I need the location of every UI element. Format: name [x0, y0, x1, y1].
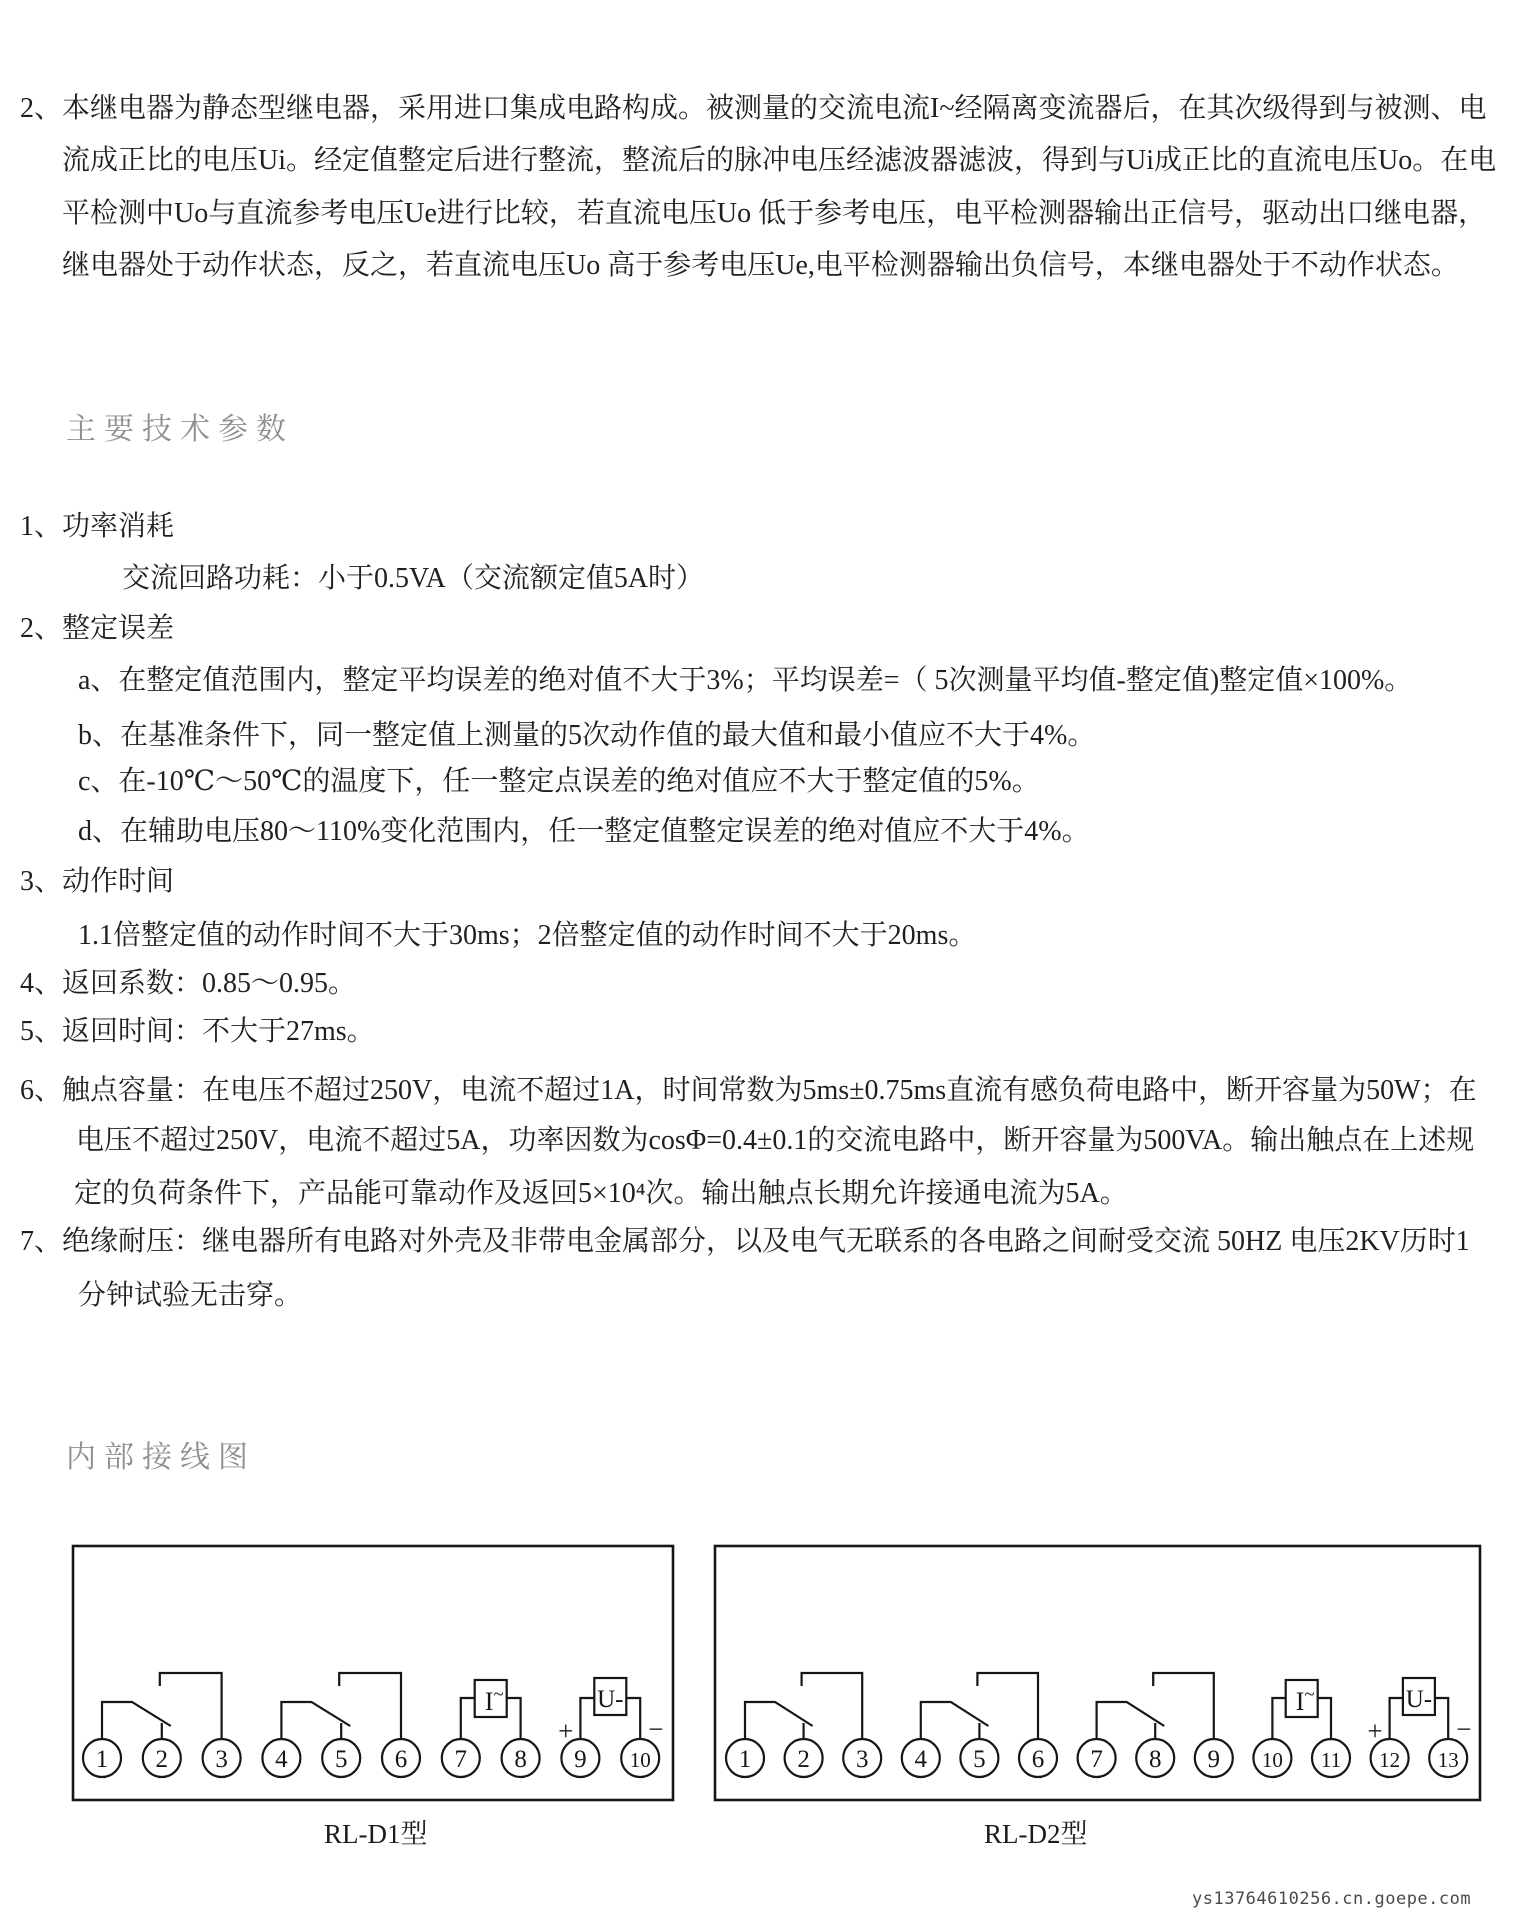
param-line: 5、返回时间：不大于27ms。	[20, 1016, 375, 1047]
param-line: 7、绝缘耐压：继电器所有电路对外壳及非带电金属部分，以及电气无联系的各电路之间耐受交流 50HZ 电压2KV历时1	[20, 1226, 1470, 1257]
param-line: d、在辅助电压80～110%变化范围内，任一整定值整定误差的绝对值应不大于4%。	[78, 816, 1090, 847]
coil-lead	[626, 1698, 640, 1739]
intro-line: 流成正比的电压Ui。经定值整定后进行整流，整流后的脉冲电压经滤波器滤波，得到与Ui成正比的直流电压Uo。在电	[62, 145, 1497, 176]
polarity-minus-sign: −	[1456, 1714, 1472, 1744]
terminal-number: 2	[155, 1746, 169, 1773]
param-line: 分钟试验无击穿。	[78, 1280, 303, 1311]
contact-arm	[745, 1702, 813, 1739]
current-coil-label: I~	[484, 1684, 504, 1716]
param-line: a、在整定值范围内，整定平均误差的绝对值不大于3%；平均误差=（ 5次测量平均值-整定值)整定值×100%。	[78, 665, 1413, 696]
coil-lead	[1435, 1698, 1448, 1739]
intro-line: 2、本继电器为静态型继电器，采用进口集成电路构成。被测量的交流电流I~经隔离变流器后，在其次级得到与被测、电	[20, 93, 1487, 124]
param-line: 1.1倍整定值的动作时间不大于30ms；2倍整定值的动作时间不大于20ms。	[78, 920, 977, 951]
wiring-diagram-rl-d1	[55, 1540, 685, 1825]
param-line: 定的负荷条件下，产品能可靠动作及返回5×10⁴次。输出触点长期允许接通电流为5A。	[74, 1178, 1128, 1209]
coil-lead	[1390, 1698, 1403, 1739]
terminal-number: 7	[454, 1746, 468, 1773]
contact-arm	[281, 1702, 350, 1739]
coil-lead	[461, 1698, 475, 1739]
terminal-number: 8	[1148, 1746, 1162, 1773]
wiring-diagram-rl-d2	[705, 1540, 1505, 1825]
terminal-number: 12	[1379, 1748, 1401, 1772]
terminal-number: 4	[914, 1746, 928, 1773]
terminal-number: 5	[334, 1746, 348, 1773]
param-line: 电压不超过250V，电流不超过5A，功率因数为cosΦ=0.4±0.1的交流电路中，断开容量为500VA。输出触点在上述规	[76, 1125, 1475, 1156]
terminal-number: 7	[1090, 1746, 1103, 1773]
param-line: b、在基准条件下，同一整定值上测量的5次动作值的最大值和最小值应不大于4%。	[78, 720, 1096, 751]
contact-bracket	[1153, 1673, 1214, 1739]
section-heading-wiring: 内部接线图	[66, 1441, 256, 1474]
terminal-number: 11	[1320, 1748, 1342, 1772]
terminal-number: 2	[797, 1746, 810, 1773]
terminal-number: 10	[1261, 1748, 1283, 1772]
param-line: 1、功率消耗	[20, 511, 175, 542]
terminal-number: 9	[574, 1746, 587, 1773]
diagram-label-rl-d1: RL-D1型	[324, 1819, 428, 1849]
param-line: 6、触点容量：在电压不超过250V，电流不超过1A，时间常数为5ms±0.75ms直流有感负荷电路中，断开容量为50W；在	[20, 1075, 1477, 1106]
contact-arm	[102, 1702, 171, 1739]
coil-lead	[507, 1698, 521, 1739]
polarity-minus-sign: −	[648, 1714, 664, 1744]
polarity-plus-sign: +	[1367, 1716, 1383, 1746]
terminal-number: 6	[394, 1746, 408, 1773]
param-line: c、在-10℃～50℃的温度下，任一整定点误差的绝对值应不大于整定值的5%。	[78, 766, 1040, 797]
watermark-text: ys13764610256.cn.goepe.com	[1192, 1889, 1472, 1909]
terminal-number: 13	[1437, 1748, 1459, 1772]
contact-arm	[1097, 1702, 1165, 1739]
terminal-number: 3	[855, 1746, 869, 1773]
coil-lead	[1272, 1698, 1285, 1739]
terminal-number: 3	[215, 1746, 228, 1773]
voltage-coil-label: U-	[597, 1686, 624, 1713]
terminal-number: 1	[95, 1746, 109, 1773]
terminal-number: 6	[1031, 1746, 1045, 1773]
contact-bracket	[977, 1673, 1038, 1739]
contact-bracket	[802, 1673, 863, 1739]
current-coil-label: I~	[1295, 1684, 1315, 1716]
polarity-plus-sign: +	[558, 1716, 574, 1746]
contact-bracket	[160, 1673, 222, 1739]
intro-line: 继电器处于动作状态，反之，若直流电压Uo 高于参考电压Ue,电平检测器输出负信号，本继电器处于不动作状态。	[62, 250, 1459, 281]
contact-bracket	[339, 1673, 401, 1739]
terminal-number: 9	[1207, 1746, 1221, 1773]
contact-arm	[921, 1702, 989, 1739]
terminal-number: 8	[514, 1746, 527, 1773]
coil-lead	[580, 1698, 594, 1739]
param-line: 交流回路功耗：小于0.5VA（交流额定值5A时）	[122, 563, 705, 594]
intro-line: 平检测中Uo与直流参考电压Ue进行比较，若直流电压Uo 低于参考电压，电平检测器输出正信号，驱动出口继电器，	[62, 198, 1487, 229]
diagram-label-rl-d2: RL-D2型	[984, 1819, 1088, 1849]
terminal-number: 4	[275, 1746, 288, 1773]
param-line: 3、动作时间	[20, 866, 175, 897]
coil-lead	[1318, 1698, 1331, 1739]
param-line: 2、整定误差	[20, 613, 175, 644]
voltage-coil-label: U-	[1405, 1686, 1433, 1713]
terminal-number: 10	[629, 1748, 651, 1772]
terminal-number: 1	[738, 1746, 752, 1773]
param-line: 4、返回系数：0.85～0.95。	[20, 968, 357, 999]
section-heading-params: 主要技术参数	[66, 413, 294, 446]
terminal-number: 5	[973, 1746, 986, 1773]
